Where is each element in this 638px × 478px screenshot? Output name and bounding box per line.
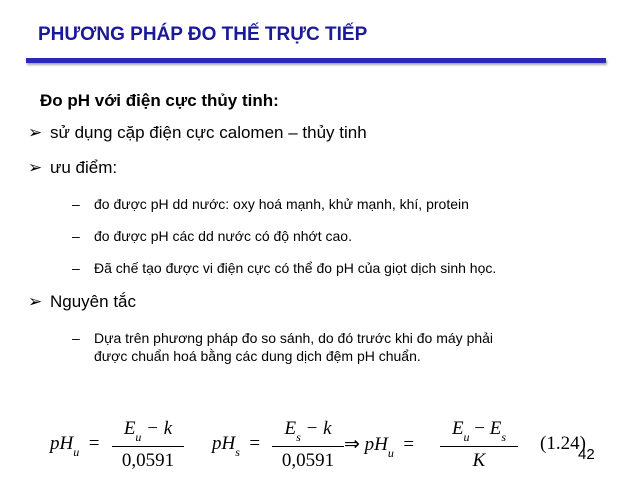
bullet-text: sử dụng cặp điện cực calomen – thủy tinh (50, 123, 367, 142)
advantage-text: đo được pH dd nước: oxy hoá mạnh, khử mạnh, khí, protein (94, 196, 469, 212)
equation-lhs-2: $pH_s$ = (212, 433, 261, 459)
fraction-2: $E_s - k$ 0,0591 (272, 418, 344, 472)
fraction-1: $E_u - k$ 0,0591 (112, 418, 184, 472)
dash-bullet: – (72, 330, 80, 346)
bullet-item (28, 158, 117, 178)
fraction-3: $E_u - E_s$ K (440, 418, 518, 472)
implies-icon: ⇒ (344, 434, 360, 455)
equation-lhs-3: ⇒ $pH_u$ = (344, 434, 415, 460)
arrow-bullet-icon: ➢ (28, 292, 43, 311)
arrow-bullet-icon: ➢ (28, 123, 43, 142)
bullet-item (28, 292, 136, 312)
section-heading: Đo pH với điện cực thủy tinh: (40, 91, 279, 110)
slide-title: PHƯƠNG PHÁP ĐO THẾ TRỰC TIẾP (38, 24, 368, 45)
advantage-text: Đã chế tạo được vi điện cực có thể đo pH của giọt dịch sinh học. (94, 260, 497, 276)
principle-text-line2: được chuẩn hoá bằng các dung dịch đệm pH chuẩn. (94, 348, 421, 364)
equation-number: (1.24) (540, 433, 586, 454)
bullet-item (28, 123, 367, 143)
equation-lhs-1: $pH_u$ = (50, 433, 100, 459)
arrow-bullet-icon: ➢ (28, 158, 43, 177)
title-underline (26, 58, 606, 63)
advantage-text: đo được pH các dd nước có độ nhớt cao. (94, 228, 352, 244)
bullet-text: Nguyên tắc (50, 292, 136, 311)
dash-bullet: – (72, 260, 80, 276)
bullet-text: ưu điểm: (50, 158, 118, 177)
dash-bullet: – (72, 228, 80, 244)
principle-text-line1: Dựa trên phương pháp đo so sánh, do đó trước khi đo máy phải (94, 330, 494, 346)
dash-bullet: – (72, 196, 80, 212)
page-number: 42 (578, 446, 595, 463)
